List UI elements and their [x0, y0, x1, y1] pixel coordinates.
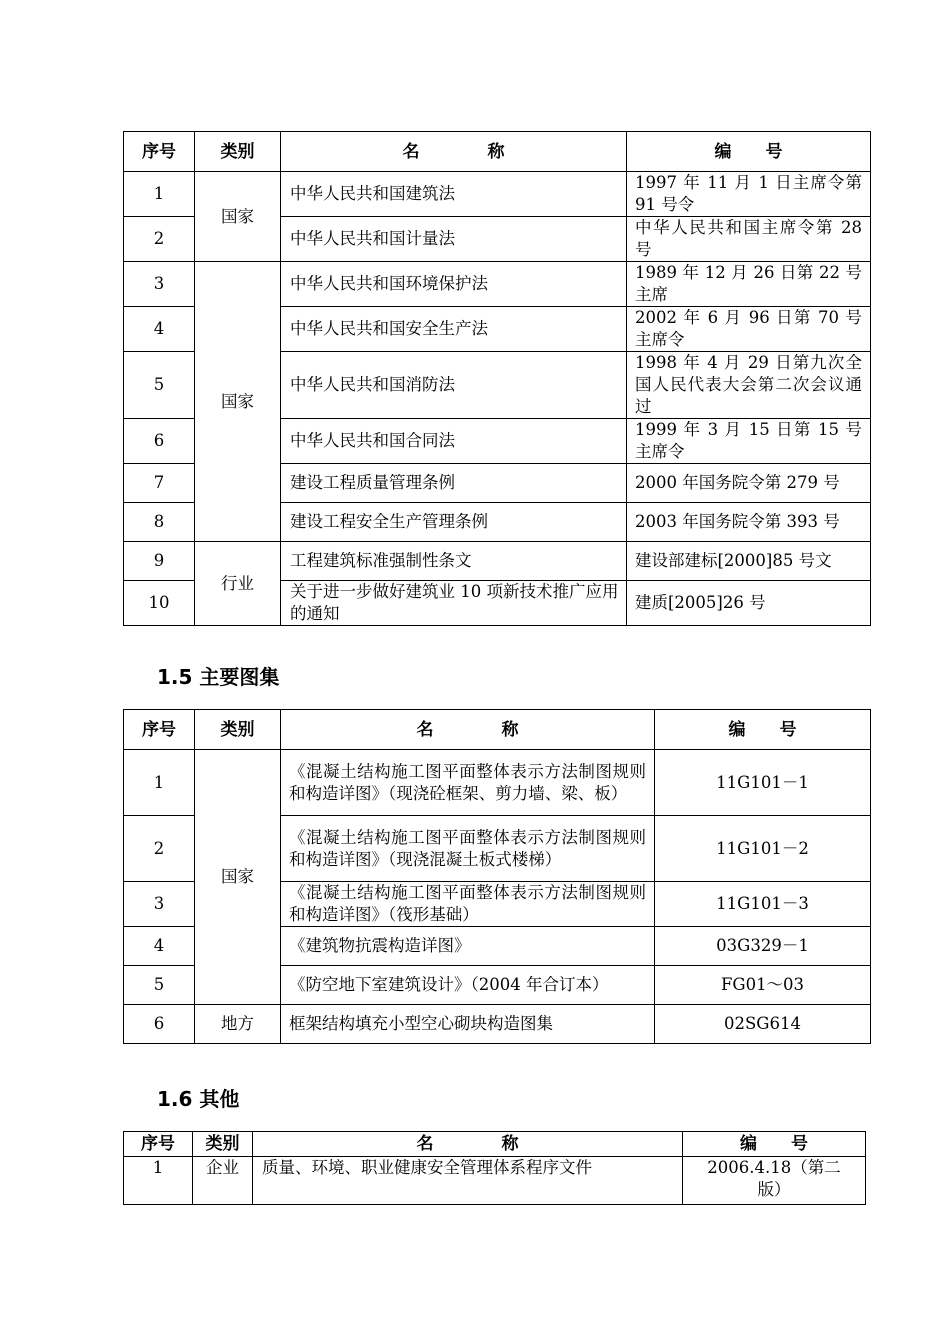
row-no: 1	[124, 1157, 193, 1205]
row-category: 地方	[195, 1005, 281, 1044]
row-no: 5	[124, 966, 195, 1005]
row-code: 11G101－1	[655, 750, 871, 816]
row-category: 行业	[195, 542, 281, 626]
row-code: 11G101－3	[655, 882, 871, 927]
table-header-row	[124, 1132, 866, 1157]
section-title-other: 1.6 其他	[157, 1087, 240, 1111]
row-code: 2000 年国务院令第 279 号	[627, 464, 871, 503]
row-name: 建设工程安全生产管理条例	[281, 503, 627, 542]
section-title-atlas: 1.5 主要图集	[157, 665, 280, 689]
row-no: 8	[124, 503, 195, 542]
row-name: 《建筑物抗震构造详图》	[281, 927, 655, 966]
header-no: 序号	[124, 132, 195, 172]
row-code: 建质[2005]26 号	[627, 581, 871, 626]
row-name: 《防空地下室建筑设计》（2004 年合订本）	[281, 966, 655, 1005]
row-name: 中华人民共和国建筑法	[281, 172, 627, 217]
row-name: 关于进一步做好建筑业 10 项新技术推广应用的通知	[281, 581, 627, 626]
row-category: 企业	[193, 1157, 253, 1205]
row-name: 建设工程质量管理条例	[281, 464, 627, 503]
row-code: 02SG614	[655, 1005, 871, 1044]
header-category: 类别	[195, 710, 281, 750]
row-no: 5	[124, 352, 195, 419]
row-code: 03G329－1	[655, 927, 871, 966]
row-code: 1997 年 11 月 1 日主席令第 91 号令	[627, 172, 871, 217]
row-code: 2003 年国务院令第 393 号	[627, 503, 871, 542]
row-code: 2006.4.18（第二版）	[683, 1157, 866, 1205]
row-name: 中华人民共和国合同法	[281, 419, 627, 464]
atlas-table	[123, 709, 871, 1044]
row-name: 中华人民共和国消防法	[281, 352, 627, 419]
row-no: 3	[124, 882, 195, 927]
row-code: 中华人民共和国主席令第 28 号	[627, 217, 871, 262]
row-no: 2	[124, 816, 195, 882]
table-row	[124, 1005, 871, 1044]
table-row	[124, 172, 871, 217]
row-no: 3	[124, 262, 195, 307]
row-no: 1	[124, 750, 195, 816]
row-code: 2002 年 6 月 96 日第 70 号主席令	[627, 307, 871, 352]
header-category: 类别	[193, 1132, 253, 1157]
table-row	[124, 750, 871, 816]
header-code: 编 号	[627, 132, 871, 172]
row-code: 1989 年 12 月 26 日第 22 号主席	[627, 262, 871, 307]
row-code: 1999 年 3 月 15 日第 15 号主席令	[627, 419, 871, 464]
row-no: 10	[124, 581, 195, 626]
row-name: 《混凝土结构施工图平面整体表示方法制图规则和构造详图》（筏形基础）	[281, 882, 655, 927]
row-name: 《混凝土结构施工图平面整体表示方法制图规则和构造详图》（现浇砼框架、剪力墙、梁、板）	[281, 750, 655, 816]
row-name: 质量、环境、职业健康安全管理体系程序文件	[253, 1157, 683, 1205]
table-row	[124, 542, 871, 581]
row-category: 国家	[195, 750, 281, 1005]
header-name: 名 称	[281, 132, 627, 172]
table-row	[124, 1157, 866, 1205]
other-table	[123, 1131, 866, 1205]
row-code: 11G101－2	[655, 816, 871, 882]
row-no: 1	[124, 172, 195, 217]
row-no: 4	[124, 307, 195, 352]
row-no: 4	[124, 927, 195, 966]
row-name: 《混凝土结构施工图平面整体表示方法制图规则和构造详图》（现浇混凝土板式楼梯）	[281, 816, 655, 882]
header-name: 名 称	[281, 710, 655, 750]
row-category: 国家	[195, 172, 281, 262]
row-code: 1998 年 4 月 29 日第九次全国人民代表大会第二次会议通过	[627, 352, 871, 419]
header-no: 序号	[124, 710, 195, 750]
header-no: 序号	[124, 1132, 193, 1157]
row-name: 工程建筑标准强制性条文	[281, 542, 627, 581]
header-category: 类别	[195, 132, 281, 172]
row-no: 2	[124, 217, 195, 262]
row-name: 框架结构填充小型空心砌块构造图集	[281, 1005, 655, 1044]
header-code: 编 号	[683, 1132, 866, 1157]
row-no: 7	[124, 464, 195, 503]
table-header-row	[124, 710, 871, 750]
row-no: 9	[124, 542, 195, 581]
row-name: 中华人民共和国环境保护法	[281, 262, 627, 307]
row-name: 中华人民共和国计量法	[281, 217, 627, 262]
header-name: 名 称	[253, 1132, 683, 1157]
row-name: 中华人民共和国安全生产法	[281, 307, 627, 352]
row-category: 国家	[195, 262, 281, 542]
row-no: 6	[124, 419, 195, 464]
header-code: 编 号	[655, 710, 871, 750]
row-code: FG01～03	[655, 966, 871, 1005]
regulations-table	[123, 131, 871, 626]
row-code: 建设部建标[2000]85 号文	[627, 542, 871, 581]
table-header-row	[124, 132, 871, 172]
table-row	[124, 262, 871, 307]
row-no: 6	[124, 1005, 195, 1044]
